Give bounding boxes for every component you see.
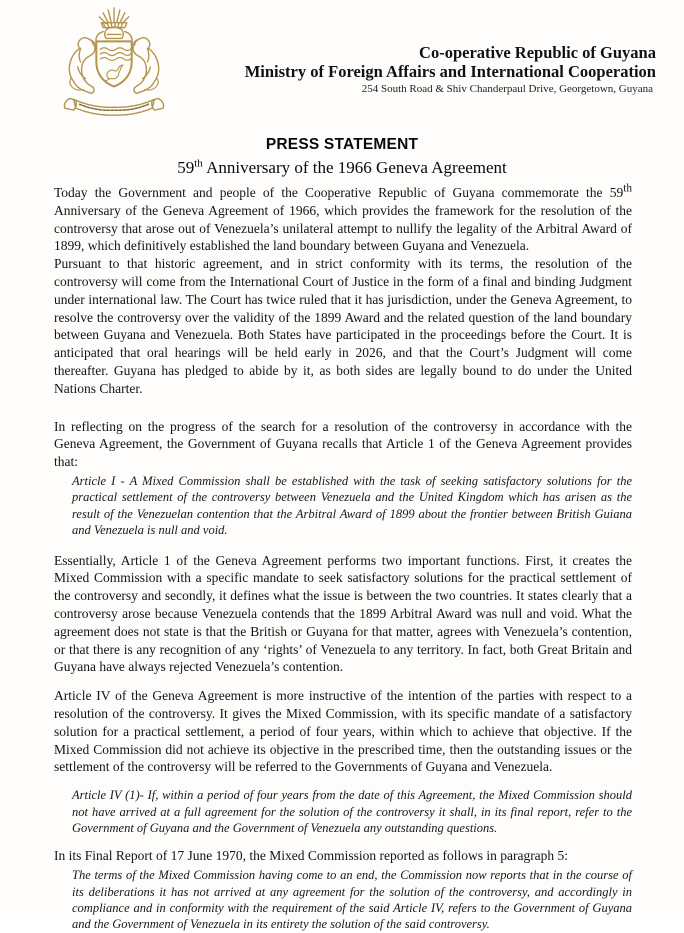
paragraph-4: Essentially, Article 1 of the Geneva Agreement performs two important functions. First, it creates the Mixed Commission with a specific mandate to seek satisfactory solutions for the practical settlement of the controversy and secondly, it defines what the issue is between the two countries. It states clearly that a controversy arose because Venezuela contends that the 1899 Arbitral Award was null and void. What the agreement does not state is that the British or Guyana for that matter, agrees with Venezuela’s contention, or that there is any recognition of any ‘rights’ of Venezuela to any territory. In fact, both Great Britain and Guyana have always rejected Venezuela’s contention. xyxy=(54,552,632,675)
paragraph-1-text: Today the Government and people of the Cooperative Republic of Guyana commemorate the 59 xyxy=(54,185,624,200)
paragraph-5: Article IV of the Geneva Agreement is more instructive of the intention of the parties with respect to a resolution of the controversy. It gives the Mixed Commission, with its specific mandate of a satisfactory solution for a practical settlement, a period of four years, within which to achieve that objective. If the Mixed Commission did not achieve its objective in the prescribed time, then the outstanding issues or the settlement of the controversy will be referred to the Governments of Guyana and Venezuela. xyxy=(54,688,632,775)
org-name-line1: Co-operative Republic of Guyana xyxy=(419,43,656,62)
press-statement-heading: PRESS STATEMENT xyxy=(265,136,419,153)
paragraph-1-text-cont: Anniversary of the Geneva Agreement of 1966, which provides the framework for the resolution of the controversy that arose out of Venezuela’s unilateral attempt to nullify the legality of the Arbitral Award of 1899, which definitively established the land boundary between Guyana and Venezuela. xyxy=(54,202,632,254)
subtitle-number: 59 xyxy=(177,158,195,177)
subtitle-text: Anniversary of the 1966 Geneva Agreement xyxy=(202,158,507,177)
paragraph-1-ordinal-sup: th xyxy=(623,182,632,195)
statement-body xyxy=(54,184,632,933)
org-name-line2: Ministry of Foreign Affairs and International Cooperation xyxy=(244,61,656,81)
article-4-quote: Article IV (1)- If, within a period of four years from the date of this Agreement, the Mixed Commission should not have arrived at a full agreement for the solution of the controversy it shall, in its final report, refer to the Government of Guyana and the Government of Venezuela any outstanding questions. xyxy=(72,788,632,835)
final-report-quote: The terms of the Mixed Commission having come to an end, the Commission now reports that in the course of its deliberations it has not arrived at any agreement for the solution of the controversy, and accordingly in compliance and in conformity with the requirement of the said Article IV, refers to the Government of Guyana and the Government of Venezuela in its entirety the solution of the said controversy. xyxy=(72,868,632,932)
title-block xyxy=(0,136,684,178)
guyana-coat-of-arms-icon xyxy=(50,6,178,118)
paragraph-3: In reflecting on the progress of the search for a resolution of the controversy in accordance with the Geneva Agreement, the Government of Guyana recalls that Article 1 of the Geneva Agreement provides that: xyxy=(54,418,632,470)
subtitle-ordinal-sup: th xyxy=(194,157,203,170)
letterhead xyxy=(245,44,656,96)
article-1-quote: Article I - A Mixed Commission shall be established with the task of seeking satisfactory solutions for the practical settlement of the controversy between Venezuela and the United Kingdom which has arisen as the result of the Venezuelan contention that the Arbitral Award of 1899 about the frontier between British Guiana and Venezuela is null and void. xyxy=(72,473,632,538)
paragraph-6: In its Final Report of 17 June 1970, the Mixed Commission reported as follows in paragraph 5: xyxy=(54,848,569,864)
org-address: 254 South Road & Shiv Chanderpaul Drive, Georgetown, Guyana xyxy=(361,83,653,95)
paragraph-1 xyxy=(54,184,632,255)
statement-subtitle xyxy=(0,158,684,178)
paragraph-2: Pursuant to that historic agreement, and in strict conformity with its terms, the resolution of the controversy will come from the International Court of Justice in the form of a final and binding Judgment under international law. The Court has twice ruled that it has jurisdiction, under the Geneva Agreement, to resolve the controversy over the validity of the 1899 Award and the related question of the land boundary between Guyana and Venezuela. Both States have participated in the proceedings before the Court. It is anticipated that oral hearings will be held early in 2026, and that the Court’s Judgment will come thereafter. Guyana has pledged to abide by it, as both sides are legally bound to do under the United Nations Charter. xyxy=(54,256,632,396)
